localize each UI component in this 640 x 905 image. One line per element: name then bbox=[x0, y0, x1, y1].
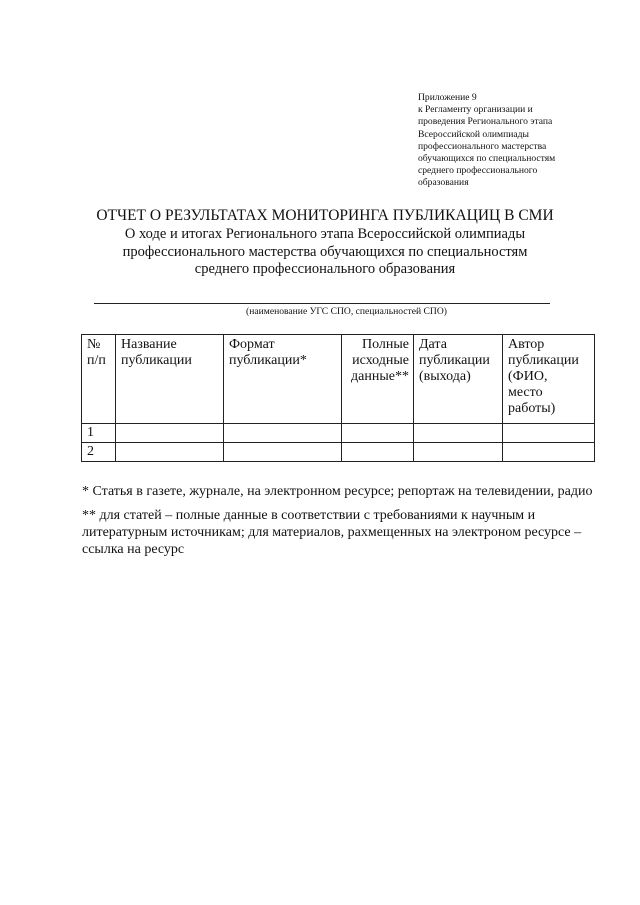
table-cell bbox=[503, 424, 595, 443]
header-date: Дата публикации (выхода) bbox=[414, 335, 503, 424]
table-cell bbox=[414, 424, 503, 443]
subtitle-line: профессионального мастерства обучающихся по специальностям bbox=[122, 243, 528, 260]
report-title: ОТЧЕТ О РЕЗУЛЬТАТАХ МОНИТОРИНГА ПУБЛИКАЦИЦ В СМИ bbox=[96, 207, 554, 224]
appendix-line: образования bbox=[418, 177, 469, 189]
footnote-source-data: ** для статей – полные данные в соответствии с требованиями к научным и литературным источникам; для материалов, рахмещенных на электроном ресурсе – ссылка на ресурс bbox=[82, 508, 582, 557]
appendix-line: проведения Регионального этапа bbox=[418, 116, 553, 128]
header-number: № п/п bbox=[82, 335, 116, 424]
table-cell bbox=[224, 443, 342, 462]
table-row bbox=[82, 424, 595, 443]
publications-table bbox=[81, 334, 595, 462]
table-cell bbox=[414, 443, 503, 462]
table-cell bbox=[116, 443, 224, 462]
footnote-format: * Статья в газете, журнале, на электронном ресурсе; репортаж на телевидении, радио bbox=[82, 484, 593, 499]
table-cell: 2 bbox=[82, 443, 116, 462]
appendix-line: обучающихся по специальностям bbox=[418, 153, 556, 165]
appendix-line: Всероссийской олимпиады bbox=[418, 128, 529, 140]
table-row bbox=[82, 443, 595, 462]
header-source-data: Полные исходные данные** bbox=[342, 335, 414, 424]
specialty-blank-line bbox=[94, 303, 550, 304]
table-cell: 1 bbox=[82, 424, 116, 443]
table-cell bbox=[116, 424, 224, 443]
appendix-line: профессионального мастерства bbox=[418, 140, 547, 152]
appendix-line: Приложение 9 bbox=[418, 92, 477, 103]
table-cell bbox=[342, 424, 414, 443]
header-title: Название публикации bbox=[116, 335, 224, 424]
table-cell bbox=[503, 443, 595, 462]
appendix-block bbox=[418, 92, 608, 190]
table-cell bbox=[342, 443, 414, 462]
header-format: Формат публикации* bbox=[224, 335, 342, 424]
footnotes bbox=[82, 483, 602, 565]
header-author: Автор публикации (ФИО, место работы) bbox=[503, 335, 595, 424]
table-cell bbox=[224, 424, 342, 443]
appendix-line: к Регламенту организации и bbox=[418, 104, 533, 116]
subtitle-line: среднего профессионального образования bbox=[194, 261, 456, 277]
appendix-line: среднего профессионального bbox=[418, 165, 538, 177]
specialty-caption: (наименование УГС СПО, специальностей СПО) bbox=[246, 306, 447, 317]
table-header-row bbox=[82, 335, 595, 424]
report-subtitle bbox=[40, 226, 610, 279]
subtitle-line: О ходе и итогах Регионального этапа Всероссийской олимпиады bbox=[124, 226, 526, 242]
